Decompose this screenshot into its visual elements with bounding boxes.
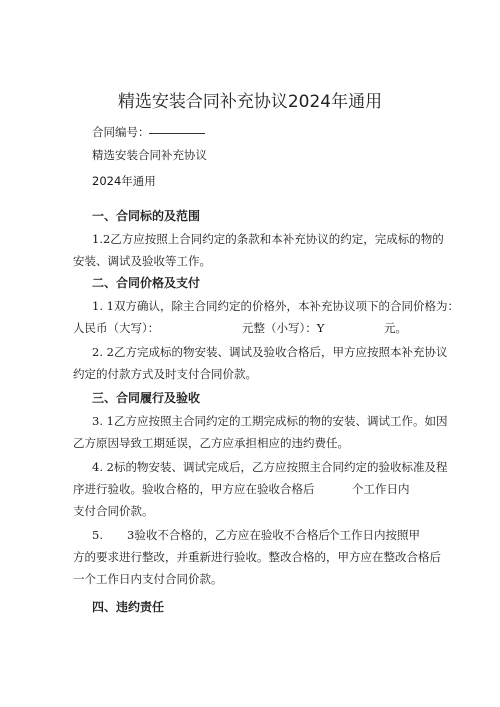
clause-1-2-line-1: 1.2乙方应按照上合同约定的条款和本补充协议的约定，完成标的物的 — [92, 232, 444, 246]
clause-3-3-number: 5. — [92, 528, 103, 542]
clause-3-2-line-1: 4. 2标的物安装、调试完成后，乙方应按照主合同约定的验收标准及程 — [92, 460, 448, 474]
section-heading-scope: 一、合同标的及范围 — [92, 209, 201, 223]
document-title: 精选安装合同补充协议2024年通用 — [117, 92, 383, 112]
clause-3-2-line-3: 支付合同价款。 — [73, 504, 154, 518]
clause-2-1-amount-figures-label: 元整（小写）：Y — [242, 321, 325, 335]
clause-3-2-line-2: 序进行验收。验收合格的，甲方应在验收合格后 — [73, 482, 315, 496]
clause-2-2-line-2: 约定的付款方式及时支付合同价款。 — [73, 367, 257, 381]
clause-2-1-amount-words-label: 人民币（大写）： — [73, 321, 160, 335]
section-heading-price: 二、合同价格及支付 — [92, 276, 201, 290]
clause-1-2-line-2: 安装、调试及验收等工作。 — [73, 254, 211, 268]
subtitle-year: 2024年通用 — [92, 174, 156, 188]
clause-3-3-line-1-tail: 个工作日内按照甲 — [328, 528, 420, 542]
section-heading-liability: 四、违约责任 — [92, 600, 165, 614]
clause-2-2-line-1: 2. 2乙方完成标的物安装、调试及验收合格后，甲方应按照本补充协议 — [92, 345, 448, 359]
clause-3-1-line-1: 3. 1乙方应按照主合同约定的工期完成标的物的安装、调试工作。如因 — [92, 414, 448, 428]
contract-number-blank[interactable] — [149, 133, 205, 134]
clause-2-1-line-1: 1. 1双方确认，除主合同约定的价格外，本补充协议项下的合同价格为： — [92, 299, 459, 313]
section-heading-performance: 三、合同履行及验收 — [92, 391, 201, 405]
clause-3-3-line-2: 方的要求进行整改，并重新进行验收。整改合格的，甲方应在整改合格后 — [73, 550, 441, 564]
clause-3-1-line-2: 乙方原因导致工期延误，乙方应承担相应的违约费任。 — [73, 436, 349, 450]
contract-number-label: 合同编号： — [92, 125, 150, 139]
subtitle-agreement-name: 精选安装合同补充协议 — [92, 148, 207, 162]
clause-3-2-working-days: 个工作日内 — [352, 482, 410, 496]
clause-2-1-yuan-suffix: 元。 — [384, 321, 407, 335]
clause-3-3-line-3: 一个工作日内支付合同价款。 — [73, 572, 223, 586]
clause-3-3-line-1: 3验收不合格的，乙方应在验收不合格后 — [127, 528, 330, 542]
